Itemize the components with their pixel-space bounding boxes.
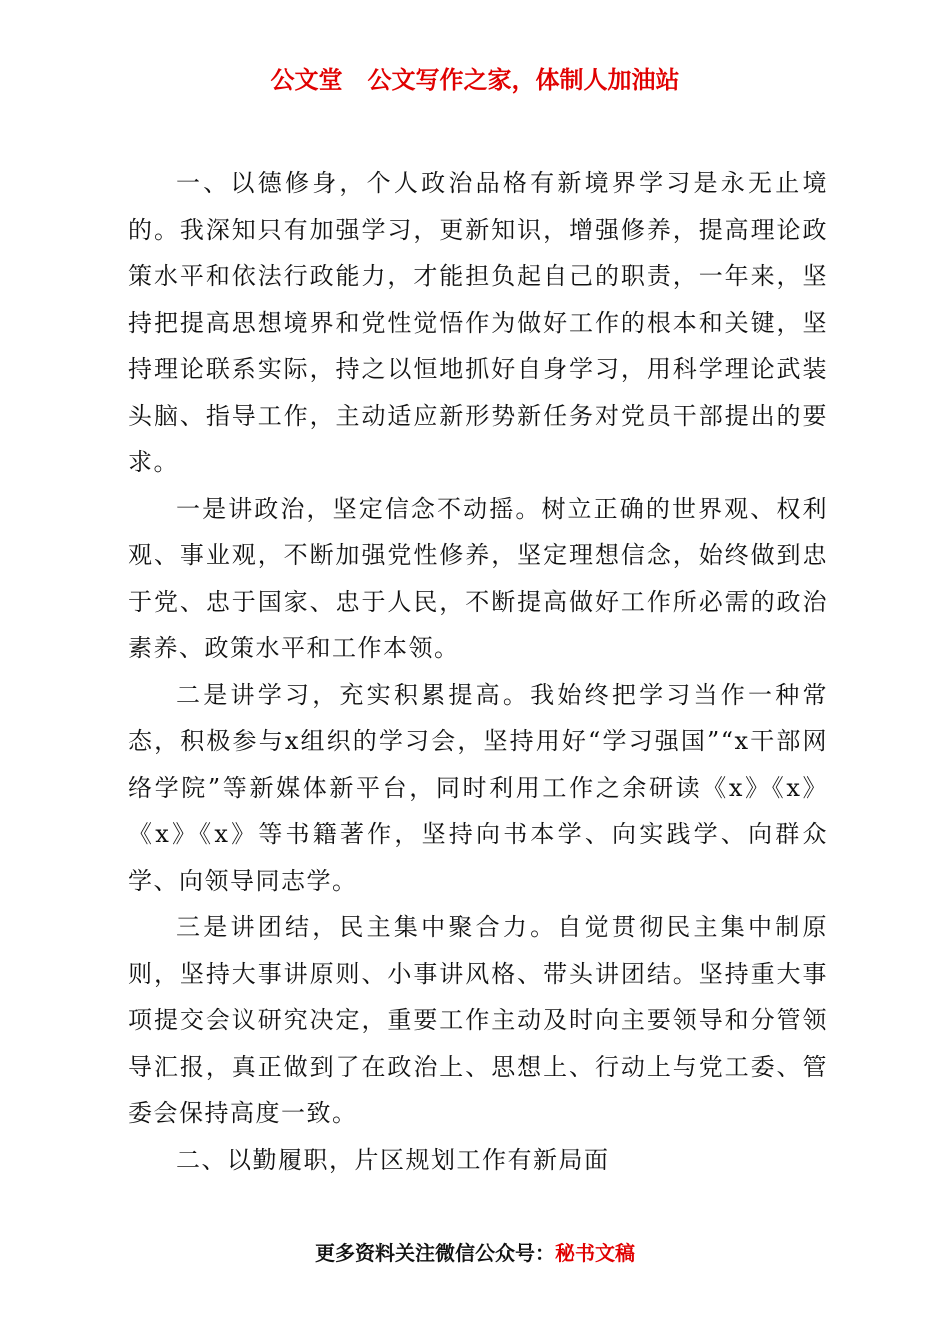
paragraph-section-two: 二、以勤履职，片区规划工作有新局面 [176,1145,610,1174]
footer-prefix: 更多资料关注微信公众号： [315,1241,555,1265]
paragraph-section-one: 一、以德修身，个人政治品格有新境界学习是永无止境的。我深知只有加强学习，更新知识，增强修养，提高理论政策水平和依法行政能力，才能担负起自己的职责，一年来，坚持把提高思想境界和党性觉悟作为做好工作的根本和关键，坚持理论联系实际，持之以恒地抓好自身学习，用科学理论武装头脑、指导工作，主动适应新形势新任务对党员干部提出的要求。 [128,169,828,476]
page-footer [0,1236,950,1270]
paragraph-unity: 三是讲团结，民主集中聚合力。自觉贯彻民主集中制原则，坚持大事讲原则、小事讲风格、带头讲团结。坚持重大事项提交会议研究决定，重要工作主动及时向主要领导和分管领导汇报，真正做到了在政治上、思想上、行动上与党工委、管委会保持高度一致。 [128,913,828,1127]
document-body [128,160,828,1183]
paragraph-study: 二是讲学习，充实积累提高。我始终把学习当作一种常态，积极参与x组织的学习会，坚持用好“学习强国”“x干部网络学院”等新媒体新平台，同时利用工作之余研读《x》《x》《x》《x》等书籍著作，坚持向书本学、向实践学、向群众学、向领导同志学。 [128,680,828,895]
footer-account-name: 秘书文稿 [555,1241,635,1265]
page-header: 公文堂 公文写作之家，体制人加油站 [270,66,680,94]
paragraph-politics: 一是讲政治，坚定信念不动摇。树立正确的世界观、权利观、事业观，不断加强党性修养，坚定理想信念，始终做到忠于党、忠于国家、忠于人民，不断提高做好工作所必需的政治素养、政策水平和工作本领。 [128,494,828,662]
